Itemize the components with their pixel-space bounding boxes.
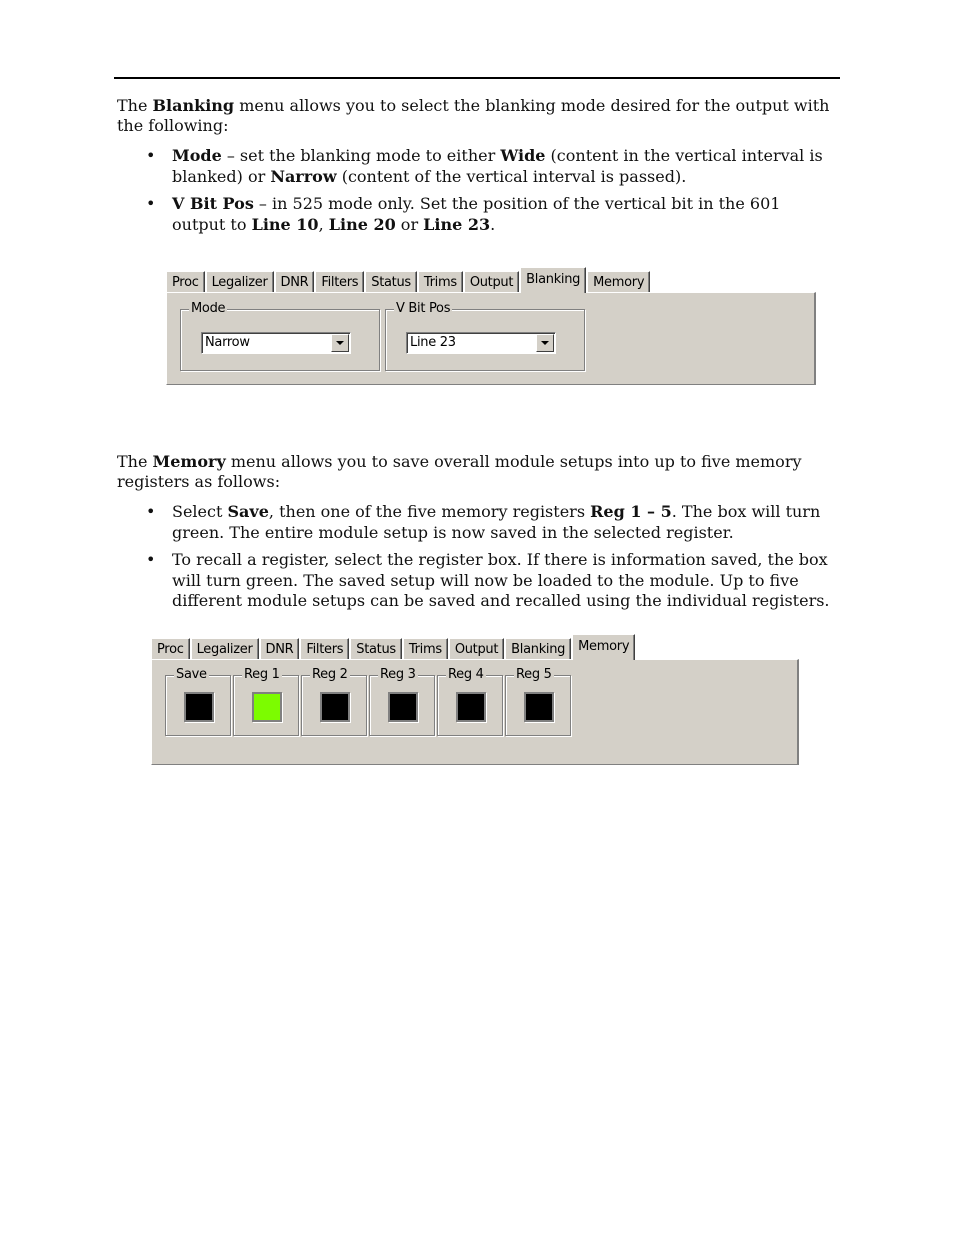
register-group-reg5 — [505, 667, 571, 736]
tab-dnr[interactable]: DNR — [260, 638, 300, 660]
register-box-reg3[interactable] — [388, 692, 418, 722]
register-box-reg5[interactable] — [524, 692, 554, 722]
tab-output[interactable]: Output — [449, 638, 504, 660]
register-group-reg3 — [369, 667, 435, 736]
memory-bullet-list — [146, 502, 836, 619]
mode-group — [180, 301, 380, 371]
vbit-group — [385, 301, 585, 371]
register-label: Reg 3 — [380, 667, 416, 682]
bullet-vbitpos: • V Bit Pos – in 525 mode only. Set the position of the vertical bit in the 601 output to Line 10, Line 20 or Line 23. — [146, 194, 781, 234]
register-label: Save — [176, 667, 207, 682]
tab-filters[interactable]: Filters — [315, 271, 364, 293]
chevron-down-icon[interactable] — [536, 334, 554, 352]
memory-panel — [151, 659, 799, 765]
tab-filters[interactable]: Filters — [300, 638, 349, 660]
tab-trims[interactable]: Trims — [403, 638, 448, 660]
tab-status[interactable]: Status — [350, 638, 402, 660]
memory-tab-strip — [151, 634, 636, 660]
register-group-save — [165, 667, 231, 736]
register-box-save[interactable] — [184, 692, 214, 722]
mode-select[interactable] — [201, 332, 351, 354]
mode-select-value: Narrow — [205, 335, 250, 350]
tab-memory[interactable]: Memory — [587, 271, 650, 293]
register-label: Reg 1 — [244, 667, 280, 682]
mode-label: Mode — [191, 301, 226, 316]
bullet-mode: • Mode – set the blanking mode to either Wide (content in the vertical interval is blanked) or Narrow (content of the vertical interval is passed). — [146, 146, 823, 186]
header-rule — [114, 77, 840, 79]
blanking-bullet-list — [146, 146, 836, 242]
memory-dialog — [151, 634, 799, 765]
register-box-reg4[interactable] — [456, 692, 486, 722]
register-group-reg4 — [437, 667, 503, 736]
register-group-reg1 — [233, 667, 299, 736]
blanking-tab-strip — [166, 267, 651, 293]
tab-legalizer[interactable]: Legalizer — [191, 638, 259, 660]
vbit-label: V Bit Pos — [396, 301, 451, 316]
vbit-select[interactable] — [406, 332, 556, 354]
register-box-reg1[interactable] — [252, 692, 282, 722]
tab-status[interactable]: Status — [365, 271, 417, 293]
blanking-dialog — [166, 267, 816, 385]
vbit-select-value: Line 23 — [410, 335, 456, 350]
tab-legalizer[interactable]: Legalizer — [206, 271, 274, 293]
register-group-reg2 — [301, 667, 367, 736]
chevron-down-icon[interactable] — [331, 334, 349, 352]
tab-blanking[interactable]: Blanking — [520, 267, 586, 293]
tab-blanking[interactable]: Blanking — [505, 638, 571, 660]
register-label: Reg 5 — [516, 667, 552, 682]
tab-proc[interactable]: Proc — [151, 638, 190, 660]
blanking-intro: The Blanking menu allows you to select the blanking mode desired for the output with the following: — [117, 96, 830, 135]
tab-dnr[interactable]: DNR — [275, 271, 315, 293]
bullet-save: • Select Save, then one of the five memory registers Reg 1 – 5. The box will turn green. The entire module setup is now saved in the selected register. — [146, 502, 821, 542]
blanking-panel — [166, 292, 816, 385]
register-label: Reg 4 — [448, 667, 484, 682]
tab-memory[interactable]: Memory — [572, 634, 635, 660]
memory-intro: The Memory menu allows you to save overall module setups into up to five memory registers as follows: — [117, 452, 802, 491]
register-box-reg2[interactable] — [320, 692, 350, 722]
tab-proc[interactable]: Proc — [166, 271, 205, 293]
tab-trims[interactable]: Trims — [418, 271, 463, 293]
tab-output[interactable]: Output — [464, 271, 519, 293]
bullet-recall: • To recall a register, select the register box. If there is information saved, the box will turn green. The saved setup will now be loaded to the module. Up to five different module setups can be saved and recalled using the individual registers. — [146, 550, 830, 610]
register-label: Reg 2 — [312, 667, 348, 682]
